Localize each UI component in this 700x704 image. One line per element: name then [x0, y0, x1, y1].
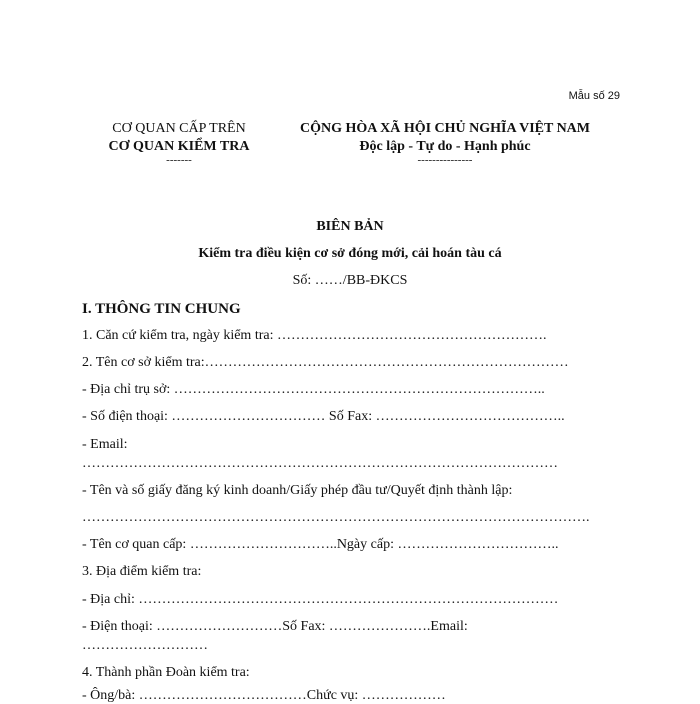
parent-agency-label: CƠ QUAN CẤP TRÊN: [112, 121, 246, 136]
agency-rule: -------: [166, 154, 192, 166]
form-line: - Địa chỉ: ………………………………………………………………………………: [82, 592, 559, 607]
form-line: - Điện thoại: ………………………Số Fax: ………………….Email:: [82, 619, 468, 634]
form-line: ……………………………………………………………………………………………….: [82, 510, 590, 525]
form-line: - Số điện thoại: …………………………… Số Fax: …………………………………..: [82, 409, 565, 424]
form-line: 3. Địa điểm kiểm tra:: [82, 564, 202, 579]
form-line: - Tên và số giấy đăng ký kinh doanh/Giấy phép đầu tư/Quyết định thành lập:: [82, 483, 513, 498]
form-line: …………………………………………………………………………………………: [82, 456, 558, 471]
form-line: - Ông/bà: ………………………………Chức vụ: ………………: [82, 688, 446, 703]
form-code: Mẫu số 29: [568, 90, 620, 102]
nation-rule: ---------------: [417, 154, 473, 166]
inspecting-agency-label: CƠ QUAN KIỂM TRA: [108, 139, 250, 154]
form-line: 4. Thành phần Đoàn kiểm tra:: [82, 665, 250, 680]
nation-motto: Độc lập - Tự do - Hạnh phúc: [359, 139, 531, 154]
form-line: 1. Căn cứ kiểm tra, ngày kiểm tra: ………………………………………………….: [82, 328, 547, 343]
document-type: BIÊN BẢN: [316, 219, 384, 234]
form-line: 2. Tên cơ sở kiểm tra:……………………………………………………………………: [82, 355, 569, 370]
document-number: Số: ……/BB-ĐKCS: [292, 273, 408, 288]
document-subject: Kiểm tra điều kiện cơ sở đóng mới, cải hoán tàu cá: [198, 246, 502, 261]
form-line: - Địa chỉ trụ sở: ……………………………………………………………………..: [82, 382, 545, 397]
nation-name: CỘNG HÒA XÃ HỘI CHỦ NGHĨA VIỆT NAM: [299, 121, 590, 136]
form-line: - Email:: [82, 437, 128, 452]
form-line: ………………………: [82, 638, 208, 653]
form-line: - Tên cơ quan cấp: …………………………..Ngày cấp: ……………………………..: [82, 537, 559, 552]
section-title: I. THÔNG TIN CHUNG: [82, 301, 241, 317]
